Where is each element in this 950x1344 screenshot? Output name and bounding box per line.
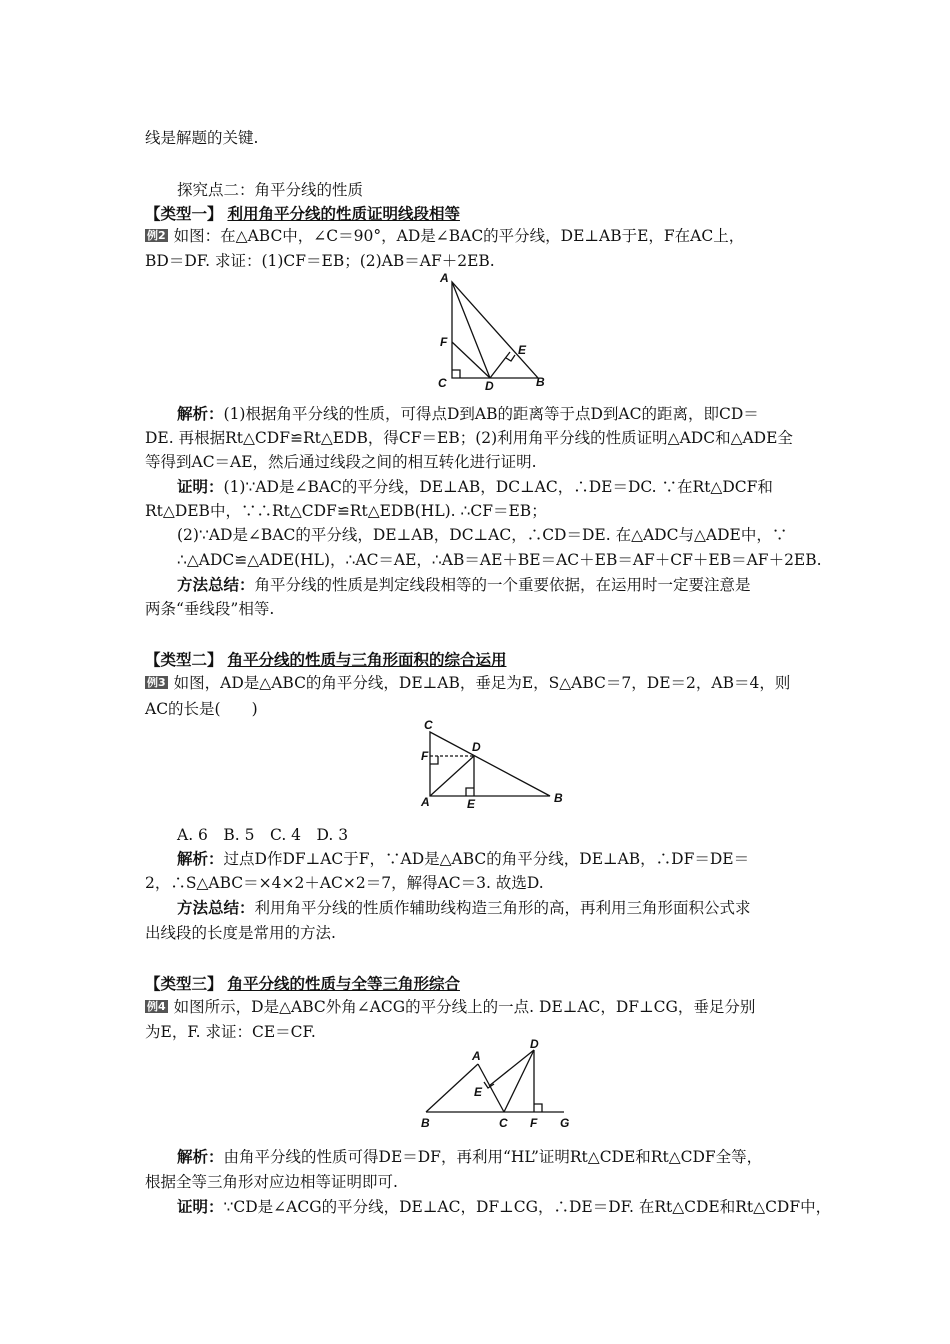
- point-label: E: [467, 797, 476, 810]
- point-label: F: [530, 1116, 538, 1130]
- point-label: B: [536, 375, 545, 389]
- type-bracket: 【类型三】: [145, 975, 223, 993]
- example-badge: 例4: [147, 1000, 166, 1013]
- point-label: C: [499, 1116, 508, 1130]
- point-label: D: [485, 379, 494, 392]
- point-label: D: [530, 1038, 539, 1051]
- point-label: D: [472, 740, 481, 754]
- section-heading: 探究点二：角平分线的性质: [177, 181, 364, 199]
- text-line: 两条“垂线段”相等.: [145, 600, 275, 618]
- point-label: E: [474, 1085, 483, 1099]
- type-bracket: 【类型一】: [145, 205, 223, 223]
- segment-de: [490, 352, 510, 378]
- summary-label: 方法总结：: [177, 899, 255, 917]
- text-line: ∴△ADC≌△ADE(HL)，∴AC＝AE，∴AB＝AE＋BE＝AC＋EB＝AF＋CF＋EB＝AF＋2EB.: [177, 551, 822, 569]
- analysis-label: 解析：: [177, 850, 224, 868]
- analysis-paragraph: [177, 403, 759, 425]
- type-heading-2: [145, 649, 506, 671]
- text-line: Rt△DEB中，∵∴Rt△CDF≌Rt△EDB(HL). ∴CF＝EB；: [145, 502, 547, 520]
- figure-2-triangle: [418, 718, 573, 810]
- summary-label: 方法总结：: [177, 576, 255, 594]
- text-line: BD＝DF. 求证：(1)CF＝EB；(2)AB＝AF＋2EB.: [145, 252, 495, 270]
- text-line: (2)∵AD是∠BAC的平分线，DE⊥AB，DC⊥AC，∴CD＝DE. 在△ADC与△ADE中，∵: [177, 526, 788, 544]
- proof-paragraph: [177, 1196, 831, 1218]
- segment-de: [489, 1050, 534, 1086]
- point-label: B: [554, 791, 563, 805]
- right-angle-mark: [466, 788, 474, 796]
- text-span: 由角平分线的性质可得DE＝DF，再利用“HL”证明Rt△CDE和Rt△CDF全等，: [223, 1148, 763, 1166]
- point-label: F: [421, 749, 429, 763]
- example-2-statement: [145, 225, 744, 247]
- type-heading-1: [145, 203, 460, 225]
- text-line: 线是解题的关键.: [145, 129, 259, 147]
- text-span: 过点D作DF⊥AC于F，∵AD是△ABC的角平分线，DE⊥AB，∴DF＝DE＝: [223, 850, 750, 868]
- text-span: 利用角平分线的性质作辅助线构造三角形的高，再利用三角形面积公式求: [254, 899, 751, 917]
- method-summary: [177, 897, 751, 919]
- text-line: 为E，F. 求证：CE＝CF.: [145, 1023, 316, 1041]
- segment-ba: [426, 1064, 478, 1112]
- figure-3-triangle: [416, 1038, 576, 1132]
- point-label: G: [560, 1116, 570, 1130]
- analysis-paragraph: [177, 848, 749, 870]
- segment-ad: [430, 756, 474, 796]
- text-line: DE. 再根据Rt△CDF≌Rt△EDB，得CF＝EB；(2)利用角平分线的性质证明△ADC和△ADE全: [145, 429, 793, 447]
- example-badge: 例3: [147, 676, 166, 689]
- text-span: ∵CD是∠ACG的平分线，DE⊥AC，DF⊥CG，∴DE＝DF. 在Rt△CDE和Rt△CDF中，: [223, 1198, 832, 1216]
- point-label: C: [438, 376, 447, 390]
- example-badge: 例2: [147, 229, 166, 242]
- triangle-abc: [452, 282, 538, 378]
- method-summary: [177, 574, 751, 596]
- text-span: (1)∵AD是∠BAC的平分线，DE⊥AB，DC⊥AC，∴DE＝DC. ∵在Rt△DCF和: [223, 478, 773, 496]
- analysis-label: 解析：: [177, 1148, 224, 1166]
- choice-options: A. 6 B. 5 C. 4 D. 3: [177, 826, 349, 844]
- type-title: 利用角平分线的性质证明线段相等: [227, 205, 460, 223]
- segment-fd: [452, 342, 490, 378]
- text-span: 如图，AD是△ABC的角平分线，DE⊥AB，垂足为E，S△ABC＝7，DE＝2，AB＝4，则: [173, 674, 791, 692]
- proof-label: 证明：: [177, 478, 224, 496]
- point-label: C: [424, 718, 433, 732]
- text-span: 角平分线的性质是判定线段相等的一个重要依据，在运用时一定要注意是: [254, 576, 751, 594]
- type-bracket: 【类型二】: [145, 651, 223, 669]
- point-label: A: [472, 1049, 481, 1063]
- segment-cd: [504, 1050, 534, 1112]
- text-span: 如图：在△ABC中，∠C＝90°，AD是∠BAC的平分线，DE⊥AB于E，F在AC上，: [173, 227, 745, 245]
- right-angle-mark: [430, 756, 438, 764]
- triangle-abc: [430, 732, 550, 796]
- text-line: 出线段的长度是常用的方法.: [145, 924, 336, 942]
- segment-ad: [452, 282, 490, 378]
- type-title: 角平分线的性质与三角形面积的综合运用: [227, 651, 507, 669]
- example-4-statement: [145, 996, 755, 1018]
- text-line: AC的长是( ): [145, 700, 258, 718]
- analysis-label: 解析：: [177, 405, 224, 423]
- analysis-paragraph: [177, 1146, 762, 1168]
- right-angle-mark: [534, 1104, 542, 1112]
- text-line: 根据全等三角形对应边相等证明即可.: [145, 1173, 398, 1191]
- example-3-statement: [145, 672, 790, 694]
- point-label: A: [440, 272, 449, 285]
- point-label: B: [421, 1116, 430, 1130]
- point-label: E: [518, 343, 527, 357]
- text-line: 2，∴S△ABC＝×4×2＋AC×2＝7，解得AC＝3. 故选D.: [145, 874, 544, 892]
- text-span: (1)根据角平分线的性质，可得点D到AB的距离等于点D到AC的距离，即CD＝: [223, 405, 759, 423]
- type-title: 角平分线的性质与全等三角形综合: [227, 975, 460, 993]
- proof-label: 证明：: [177, 1198, 224, 1216]
- text-span: 如图所示，D是△ABC外角∠ACG的平分线上的一点. DE⊥AC，DF⊥CG，垂足分别: [173, 998, 756, 1016]
- text-line: 等得到AC＝AE，然后通过线段之间的相互转化进行证明.: [145, 453, 537, 471]
- figure-1-triangle: [430, 272, 550, 392]
- point-label: F: [440, 335, 448, 349]
- right-angle-mark: [452, 370, 460, 378]
- point-label: A: [421, 795, 430, 809]
- proof-paragraph: [177, 476, 773, 498]
- type-heading-3: [145, 973, 460, 995]
